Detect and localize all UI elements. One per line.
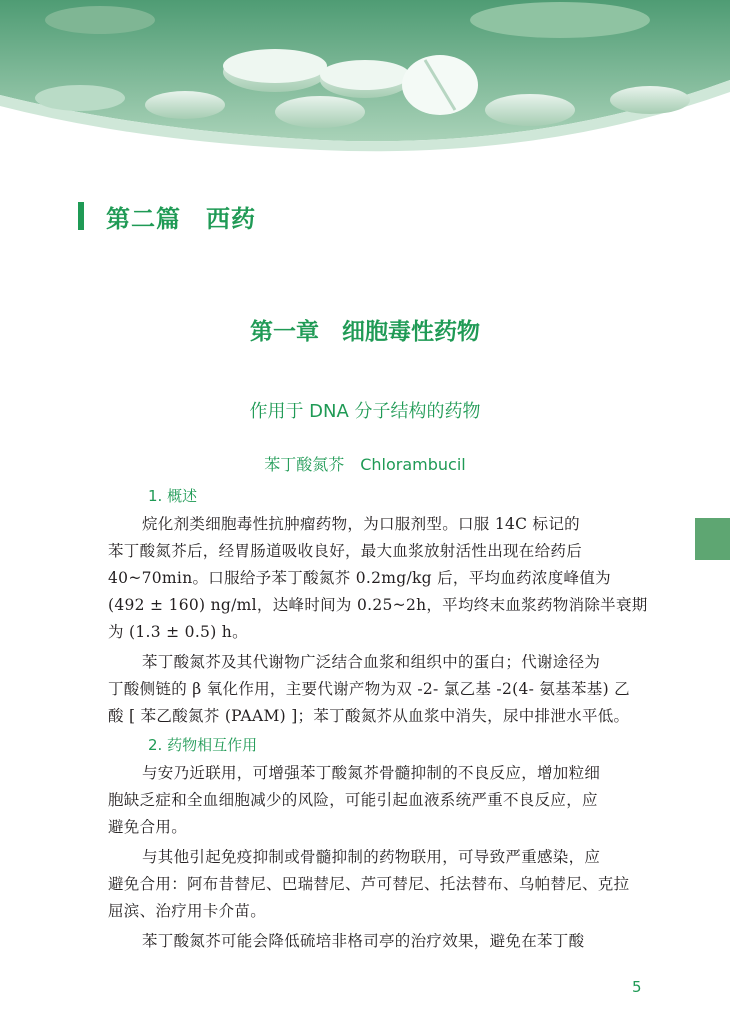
title-accent-bar (78, 202, 84, 230)
text-line: (492 ± 160) ng/ml，达峰时间为 0.25~2h，平均终末血浆药物消除半衰期 (108, 596, 648, 614)
text-line: 苯丁酸氮芥及其代谢物广泛结合血浆和组织中的蛋白；代谢途径为 (142, 653, 601, 671)
paragraph (108, 844, 648, 925)
pills-illustration (0, 0, 730, 170)
text-line: 苯丁酸氮芥后，经胃肠道吸收良好，最大血浆放射活性出现在给药后 (108, 542, 583, 560)
paragraph (108, 511, 648, 646)
chapter-side-tab (695, 518, 730, 560)
text-line: 胞缺乏症和全血细胞减少的风险，可能引起血液系统严重不良反应，应 (108, 791, 598, 809)
paragraph (108, 928, 648, 955)
paragraph (108, 649, 648, 730)
body-content (108, 481, 648, 955)
section-heading: 2. 药物相互作用 (148, 736, 258, 754)
text-line: 苯丁酸氮芥可能会降低硫培非格司亭的治疗效果，避免在苯丁酸 (142, 932, 585, 950)
text-line: 为 (1.3 ± 0.5) h。 (108, 623, 248, 641)
text-line: 与安乃近联用，可增强苯丁酸氮芥骨髓抑制的不良反应，增加粒细 (142, 764, 601, 782)
chapter-title: 第一章 细胞毒性药物 (250, 319, 480, 345)
text-line: 避免合用。 (108, 818, 188, 836)
section-heading: 1. 概述 (148, 487, 198, 505)
text-line: 屈滨、治疗用卡介苗。 (108, 902, 267, 920)
paragraph (108, 760, 648, 841)
header-banner (0, 0, 730, 170)
text-line: 与其他引起免疫抑制或骨髓抑制的药物联用，可导致严重感染，应 (142, 848, 601, 866)
part-title-text: 第二篇 西药 (106, 204, 256, 233)
page-number: 5 (632, 978, 642, 996)
text-line: 酸 [ 苯乙酸氮芥 (PAAM) ]；苯丁酸氮芥从血浆中消失，尿中排泄水平低。 (108, 707, 630, 725)
section-title: 作用于 DNA 分子结构的药物 (249, 401, 481, 422)
text-line: 避免合用：阿布昔替尼、巴瑞替尼、芦可替尼、托法替布、乌帕替尼、克拉 (108, 875, 630, 893)
text-line: 丁酸侧链的 β 氧化作用，主要代谢产物为双 -2- 氯乙基 -2(4- 氨基苯基) 乙 (108, 680, 630, 698)
drug-title: 苯丁酸氮芥 Chlorambucil (264, 455, 466, 474)
part-title (78, 199, 256, 233)
text-line: 40~70min。口服给予苯丁酸氮芥 0.2mg/kg 后，平均血药浓度峰值为 (108, 569, 611, 587)
text-line: 烷化剂类细胞毒性抗肿瘤药物，为口服剂型。口服 14C 标记的 (142, 515, 580, 533)
